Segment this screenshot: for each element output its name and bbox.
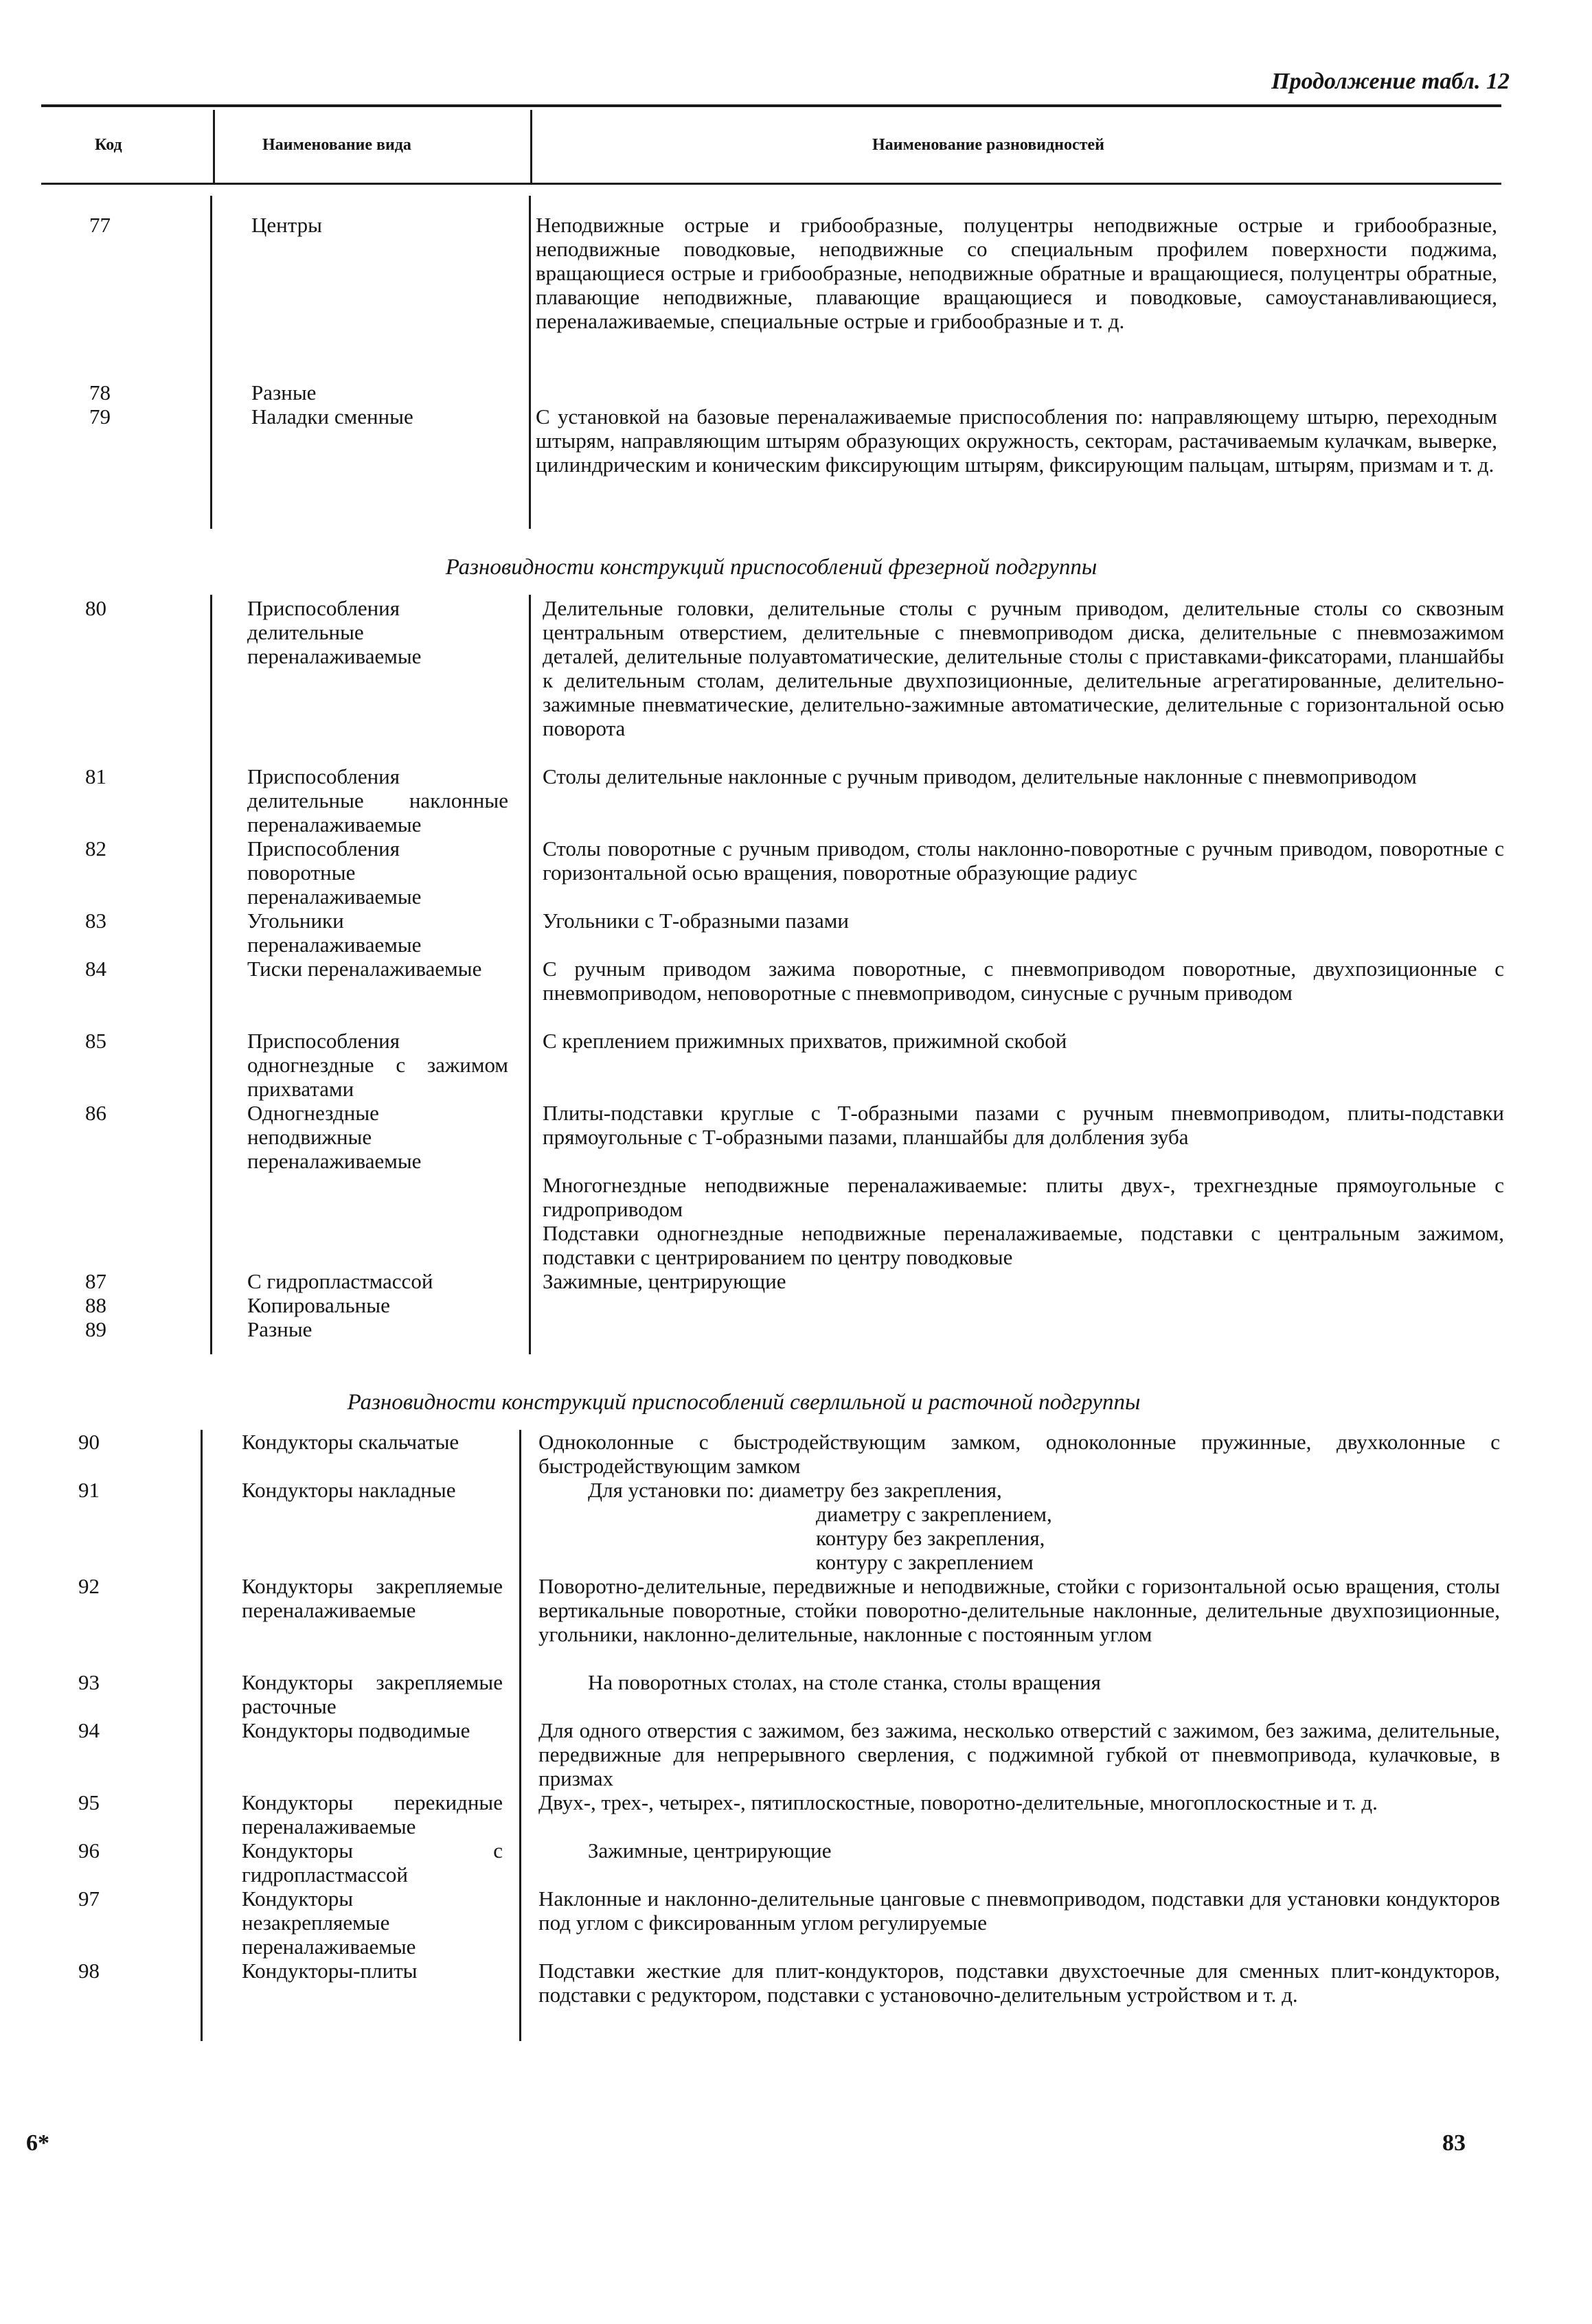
- variety-sub: диаметру с закреплением,: [816, 1502, 1052, 1526]
- header-variety: Наименование разновидностей: [872, 136, 1104, 154]
- code: 78: [89, 380, 111, 405]
- variety: Многогнездные неподвижные переналаживаемые: плиты двух-, трехгнездные прямоугольные с гидроприводом: [543, 1173, 1504, 1221]
- top-rule: [41, 104, 1501, 107]
- kind: Одногнездные неподвижные переналаживаемые: [247, 1101, 422, 1173]
- s3-divider-2: [519, 1430, 521, 2041]
- kind: Кондукторы подводимые: [242, 1718, 470, 1742]
- section2-title: Разновидности конструкций приспособлений фрезерной подгруппы: [445, 555, 1098, 580]
- section3-title: Разновидности конструкций приспособлений сверлильной и расточной подгруппы: [347, 1390, 1141, 1415]
- s1-divider-1: [210, 196, 212, 529]
- kind: Центры: [251, 213, 322, 237]
- continuation-label: Продолжение табл. 12: [1271, 69, 1510, 94]
- kind: Кондукторы скальчатые: [242, 1430, 459, 1454]
- kind: Кондукторы перекидные переналаживаемые: [242, 1790, 503, 1838]
- code: 96: [78, 1838, 100, 1862]
- header-divider-1: [213, 110, 215, 183]
- kind: Кондукторы-плиты: [242, 1959, 418, 1983]
- code: 92: [78, 1574, 100, 1598]
- kind: Тиски переналаживаемые: [247, 957, 482, 981]
- kind: Кондукторы закрепляемые переналаживаемые: [242, 1574, 503, 1622]
- code: 77: [89, 213, 111, 237]
- variety: Угольники с Т-образными пазами: [543, 909, 849, 933]
- variety: Для одного отверстия с зажимом, без зажима, несколько отверстий с зажимом, без зажима, делительные, передвижные для непрерывного сверления, с поджимной губкой от пневмопривода, кулачковые, в призмах: [538, 1718, 1500, 1790]
- variety: Подставки жесткие для плит-кондукторов, подставки двухстоечные для сменных плит-кондукторов, подставки с редуктором, подставки с установочно-делительным устройством и т. д.: [538, 1959, 1500, 2007]
- kind: Разные: [247, 1317, 312, 1341]
- kind: Приспособления делительные переналаживаемые: [247, 596, 422, 668]
- code: 83: [85, 909, 106, 933]
- code: 86: [85, 1101, 106, 1125]
- code: 84: [85, 957, 106, 981]
- kind: Кондукторы закрепляемые расточные: [242, 1670, 503, 1718]
- code: 89: [85, 1317, 106, 1341]
- variety: С креплением прижимных прихватов, прижимной скобой: [543, 1029, 1067, 1053]
- kind: С гидропластмассой: [247, 1269, 433, 1293]
- kind: Приспособления делительные наклонные переналаживаемые: [247, 764, 508, 836]
- variety: На поворотных столах, на столе станка, столы вращения: [588, 1670, 1101, 1694]
- code: 87: [85, 1269, 106, 1293]
- header-code: Код: [95, 136, 122, 154]
- kind: Приспособления одногнездные с зажимом прихватами: [247, 1029, 508, 1101]
- kind: Копировальные: [247, 1293, 390, 1317]
- header-divider-2: [530, 110, 532, 183]
- kind: Кондукторы с гидропластмассой: [242, 1838, 503, 1887]
- variety: С установкой на базовые переналаживаемые приспособления по: направляющему штырю, переходным штырям, направляющим штырям образующих окружность, секторам, растачиваемым кулачкам, выверке, цилиндрическим и коническим фиксирующим штырям, фиксирующим пальцам, штырям, призмам и т. д.: [536, 405, 1497, 477]
- variety: Плиты-подставки круглые с Т-образными пазами с ручным пневмоприводом, плиты-подставки прямоугольные с Т-образными пазами, планшайбы для долбления зуба: [543, 1101, 1504, 1149]
- code: 81: [85, 764, 106, 788]
- signature-mark: 6*: [26, 2130, 49, 2156]
- variety-sub: контуру без закрепления,: [816, 1526, 1045, 1550]
- s1-divider-2: [529, 196, 531, 529]
- kind: Кондукторы накладные: [242, 1478, 456, 1502]
- header-rule: [41, 183, 1501, 185]
- code: 90: [78, 1430, 100, 1454]
- code: 94: [78, 1718, 100, 1742]
- code: 91: [78, 1478, 100, 1502]
- kind: Кондукторы незакрепляемые переналаживаемые: [242, 1887, 416, 1959]
- s2-divider-2: [529, 595, 531, 1354]
- variety: Зажимные, центрирующие: [543, 1269, 786, 1293]
- variety-sub: контуру с закреплением: [816, 1550, 1034, 1574]
- code: 80: [85, 596, 106, 620]
- variety: Наклонные и наклонно-делительные цанговые с пневмоприводом, подставки для установки кондукторов под углом с фиксированным углом регулируемые: [538, 1887, 1500, 1935]
- variety: Столы делительные наклонные с ручным приводом, делительные наклонные с пневмоприводом: [543, 764, 1417, 788]
- kind: Угольники переналаживаемые: [247, 909, 422, 957]
- variety: Столы поворотные с ручным приводом, столы наклонно-поворотные с ручным приводом, поворотные с горизонтальной осью вращения, поворотные образующие радиус: [543, 836, 1504, 885]
- header-kind: Наименование вида: [262, 136, 411, 154]
- code: 95: [78, 1790, 100, 1814]
- variety: Для установки по: диаметру без закрепления,: [588, 1478, 1002, 1502]
- kind: Наладки сменные: [251, 405, 413, 429]
- variety: Подставки одногнездные неподвижные переналаживаемые, подставки с центральным зажимом, подставки с центрированием по центру поводковые: [543, 1221, 1504, 1269]
- code: 88: [85, 1293, 106, 1317]
- code: 79: [89, 405, 111, 429]
- code: 98: [78, 1959, 100, 1983]
- s3-divider-1: [201, 1430, 203, 2041]
- code: 85: [85, 1029, 106, 1053]
- variety: Делительные головки, делительные столы с ручным приводом, делительные столы со сквозным центральным отверстием, делительные с пневмоприводом диска, делительные с пневмозажимом деталей, делительные полуавтоматические, делительные столы с приставками-фиксаторами, планшайбы к делительным столам, делительные двухпозиционные, делительные агрегатированные, делительно-зажимные пневматические, делительно-зажимные автоматические, делительные с горизонтальной осью поворота: [543, 596, 1504, 740]
- variety: Зажимные, центрирующие: [588, 1838, 832, 1862]
- variety: Двух-, трех-, четырех-, пятиплоскостные, поворотно-делительные, многоплоскостные и т. д.: [538, 1790, 1378, 1814]
- kind: Приспособления поворотные переналаживаемые: [247, 836, 422, 909]
- code: 93: [78, 1670, 100, 1694]
- s2-divider-1: [210, 595, 212, 1354]
- variety: Неподвижные острые и грибообразные, полуцентры неподвижные острые и грибообразные, неподвижные поводковые, неподвижные со специальным профилем поверхности поджима, вращающиеся острые и грибообразные, неподвижные обратные и вращающиеся, полуцентры обратные, плавающие неподвижные, плавающие вращающиеся и поводковые, самоустанавливающиеся, переналаживаемые, специальные острые и грибообразные и т. д.: [536, 213, 1497, 333]
- variety: С ручным приводом зажима поворотные, с пневмоприводом поворотные, двухпозиционные с пневмоприводом, неповоротные с пневмоприводом, синусные с ручным приводом: [543, 957, 1504, 1005]
- code: 97: [78, 1887, 100, 1911]
- variety: Одноколонные с быстродействующим замком, одноколонные пружинные, двухколонные с быстродействующим замком: [538, 1430, 1500, 1478]
- code: 82: [85, 836, 106, 861]
- kind: Разные: [251, 380, 317, 405]
- page-number: 83: [1442, 2130, 1466, 2156]
- variety: Поворотно-делительные, передвижные и неподвижные, стойки с горизонтальной осью вращения, столы вертикальные поворотные, стойки поворотно-делительные наклонные, делительные двухпозиционные, угольники, наклонно-делительные, наклонные с постоянным углом: [538, 1574, 1500, 1646]
